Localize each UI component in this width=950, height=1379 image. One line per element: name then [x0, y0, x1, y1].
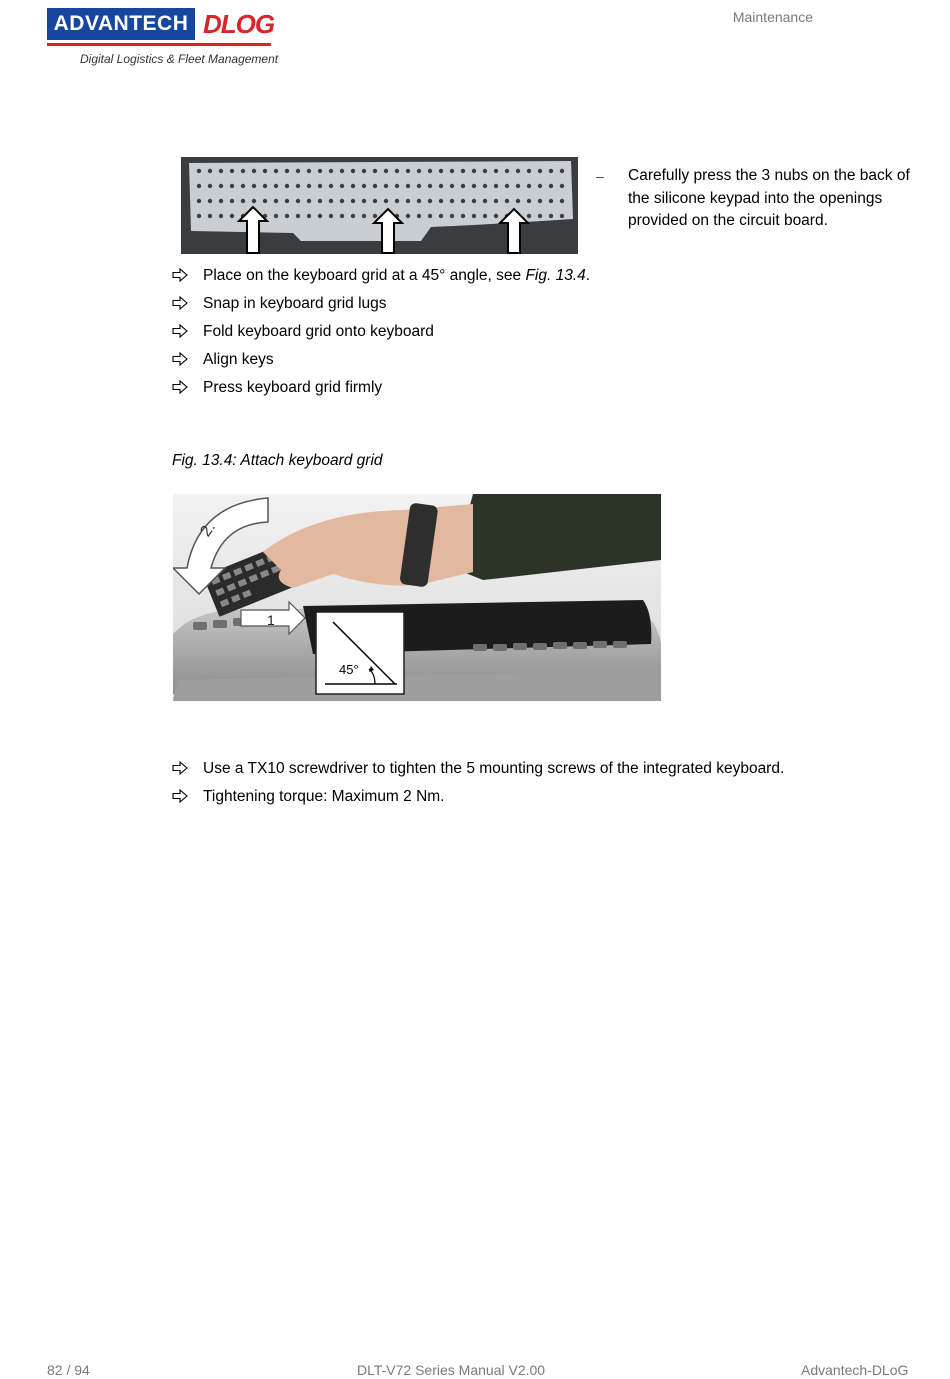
- company-logo: [47, 8, 279, 70]
- arrow-right-icon: [172, 380, 188, 394]
- list-item: [172, 349, 590, 377]
- arrow-right-icon: [172, 324, 188, 338]
- arrow-right-icon: [172, 789, 188, 803]
- dlog-logo-text: DLOG: [203, 9, 275, 39]
- arrow-right-icon: [172, 296, 188, 310]
- manual-title: DLT-V72 Series Manual V2.00: [357, 1362, 546, 1378]
- list-item-text: Fold keyboard grid onto keyboard: [203, 323, 434, 340]
- footer-brand: Advantech-DLoG: [801, 1362, 909, 1378]
- list-item-text: Place on the keyboard grid at a 45° angle, see: [203, 267, 526, 284]
- list-item: [172, 265, 590, 293]
- instruction-list: [172, 265, 590, 405]
- list-item-text: Press keyboard grid firmly: [203, 379, 383, 396]
- list-item-text: Align keys: [203, 351, 274, 368]
- figure-caption: Fig. 13.4: Attach keyboard grid: [172, 452, 383, 469]
- step-1-label: 1: [267, 612, 275, 628]
- logo-tagline: Digital Logistics & Fleet Management: [80, 52, 279, 66]
- list-item-text: Snap in keyboard grid lugs: [203, 295, 387, 312]
- list-item-tail: .: [585, 267, 591, 284]
- note-dash: –: [596, 168, 604, 184]
- list-item: [172, 786, 784, 814]
- instruction-list-2: [172, 758, 784, 814]
- figure-reference: Fig. 13.4: [525, 267, 586, 284]
- page-number: 82 / 94: [47, 1362, 90, 1378]
- arrow-right-icon: [172, 268, 188, 282]
- list-item: [172, 758, 784, 786]
- arrow-right-icon: [172, 352, 188, 366]
- angle-label: 45°: [339, 662, 359, 677]
- keyboard-grid-photo: [173, 494, 661, 701]
- list-item: [172, 377, 590, 405]
- silicone-keypad-image: [181, 157, 578, 254]
- arrow-right-icon: [172, 761, 188, 775]
- list-item-text: Use a TX10 screwdriver to tighten the 5 mounting screws of the integrated keyboard.: [203, 760, 785, 777]
- side-instruction: Carefully press the 3 nubs on the back of the silicone keypad into the openings provided on the circuit board.: [628, 167, 910, 229]
- advantech-logo-text: ADVANTECH: [47, 8, 195, 40]
- logo-divider: [47, 43, 271, 46]
- list-item: [172, 321, 590, 349]
- section-title: Maintenance: [732, 9, 813, 25]
- list-item-text: Tightening torque: Maximum 2 Nm.: [203, 788, 445, 805]
- step-2-label: 2.: [197, 519, 219, 540]
- list-item: [172, 293, 590, 321]
